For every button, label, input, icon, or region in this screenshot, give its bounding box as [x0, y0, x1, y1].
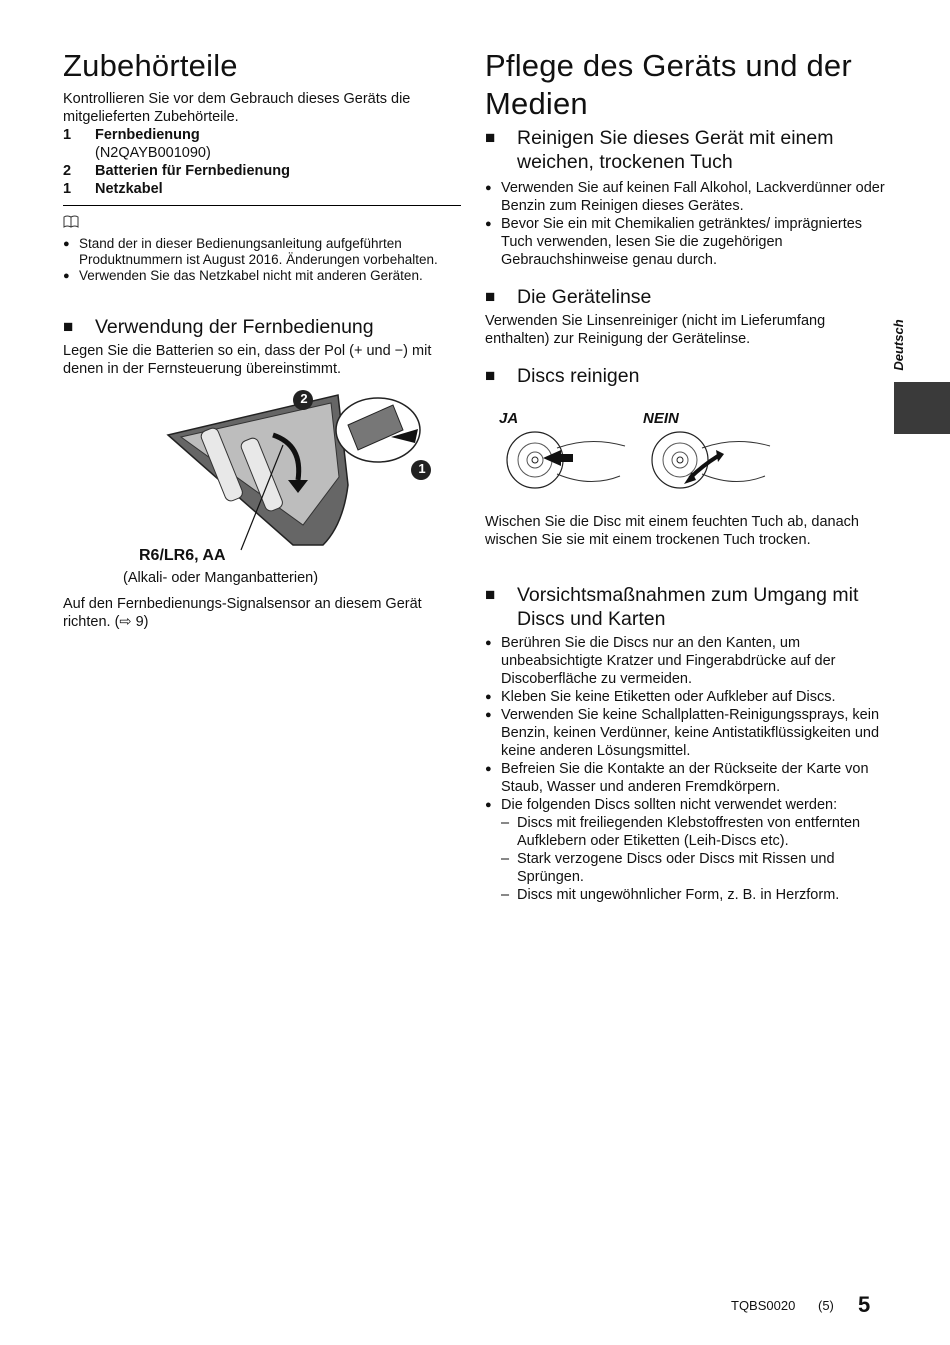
accessory-item: 1 Fernbedienung [63, 127, 200, 143]
note-item: ● Verwenden Sie das Netzkabel nicht mit anderen Geräten. [63, 268, 423, 283]
page-paren: (5) [818, 1298, 834, 1313]
divider [63, 205, 461, 206]
lens-text: Verwenden Sie Linsenreiniger (nicht im Lieferumfang enthalten) zur Reinigung der Gerätelinse. [485, 313, 826, 347]
remote-battery-illustration [153, 385, 453, 565]
battery-desc: (Alkali- oder Manganbatterien) [123, 570, 319, 586]
accessories-title: Zubehörteile [63, 48, 238, 83]
accessories-intro: Kontrollieren Sie vor dem Gebrauch dieses Geräts die mitgelieferten Zubehörteile. [63, 91, 411, 125]
step-1-marker: 1 [418, 461, 426, 476]
label-no: NEIN [643, 410, 679, 427]
clean-device-heading: ■ Reinigen Sie dieses Gerät mit einem weichen, trockenen Tuch [485, 127, 834, 173]
battery-type: R6/LR6, AA [139, 547, 226, 564]
language-tab [894, 382, 950, 434]
step-2-marker: 2 [300, 391, 308, 406]
document-code: TQBS0020 [731, 1298, 796, 1313]
sub-list-item: – Discs mit ungewöhnlicher Form, z. B. in Herzform. [501, 887, 840, 903]
accessories-list [63, 126, 461, 198]
care-title: Pflege des Geräts und der Medien [485, 48, 852, 121]
remote-instructions: Legen Sie die Batterien so ein, dass der Pol (+ und −) mit denen in der Fernsteuerung übereinstimmt. [63, 343, 432, 377]
accessory-item: 1 Netzkabel [63, 181, 163, 197]
square-bullet-icon: ■ [63, 317, 74, 336]
care-heading: ■ Vorsichtsmaßnahmen zum Umgang mit Discs und Karten [485, 584, 859, 630]
list-item: ● Die folgenden Discs sollten nicht verwendet werden: [485, 797, 838, 813]
list-item: ● Berühren Sie die Discs nur an den Kanten, um unbeabsichtigte Kratzer und Fingerabdrücke auf der Discoberfläche zu vermeiden. [485, 635, 836, 687]
sub-list-item: – Discs mit freiliegenden Klebstoffresten von entfernten Aufklebern oder Etiketten (Leih-Discs etc). [501, 815, 861, 849]
clean-bullets [485, 179, 885, 269]
sub-list-item: – Stark verzogene Discs oder Discs mit Rissen und Sprüngen. [501, 851, 835, 885]
language-label: Deutsch [891, 319, 906, 371]
list-item: ● Kleben Sie keine Etiketten oder Aufkleber auf Discs. [485, 689, 836, 705]
list-item: ● Verwenden Sie keine Schallplatten-Reinigungssprays, kein Benzin, keinen Verdünner, keine Antistatikflüssigkeiten und keine anderen Lösungsmittel. [485, 707, 880, 759]
square-bullet-icon: ■ [485, 585, 496, 604]
accessory-code: (N2QAYB001090) [95, 145, 211, 161]
disc-wipe-correct-illustration [495, 428, 635, 503]
square-bullet-icon: ■ [485, 287, 496, 306]
disc-clean-text: Wischen Sie die Disc mit einem feuchten Tuch ab, danach wischen Sie sie mit einem trockenen Tuch trocken. [485, 514, 859, 548]
notes-list [63, 236, 461, 284]
square-bullet-icon: ■ [485, 128, 496, 147]
list-item: ● Befreien Sie die Kontakte an der Rückseite der Karte von Staub, Wasser und anderen Fremdkörpern. [485, 761, 869, 795]
remote-heading: ■ Verwendung der Fernbedienung [63, 316, 374, 338]
list-item: ● Bevor Sie ein mit Chemikalien getränktes/ imprägniertes Tuch verwenden, lesen Sie die zugehörigen Gebrauchshinweise genau durch. [485, 216, 863, 268]
accessory-item: 2 Batterien für Fernbedienung [63, 163, 290, 179]
label-yes: JA [499, 410, 519, 427]
note-item: ● Stand der in dieser Bedienungsanleitung aufgeführten Produktnummern ist August 2016. Änderungen vorbehalten. [63, 236, 438, 267]
care-bullets [485, 634, 885, 904]
remote-aim-text: Auf den Fernbedienungs-Signalsensor an diesem Gerät richten. (⇨ 9) [63, 596, 422, 630]
square-bullet-icon: ■ [485, 366, 496, 385]
disc-wipe-wrong-illustration [640, 428, 780, 503]
lens-heading: ■ Die Gerätelinse [485, 286, 652, 308]
note-book-icon [63, 215, 79, 234]
page-number: 5 [858, 1292, 871, 1317]
disc-clean-heading: ■ Discs reinigen [485, 365, 640, 387]
list-item: ● Verwenden Sie auf keinen Fall Alkohol, Lackverdünner oder Benzin zum Reinigen dieses Gerätes. [485, 180, 885, 214]
